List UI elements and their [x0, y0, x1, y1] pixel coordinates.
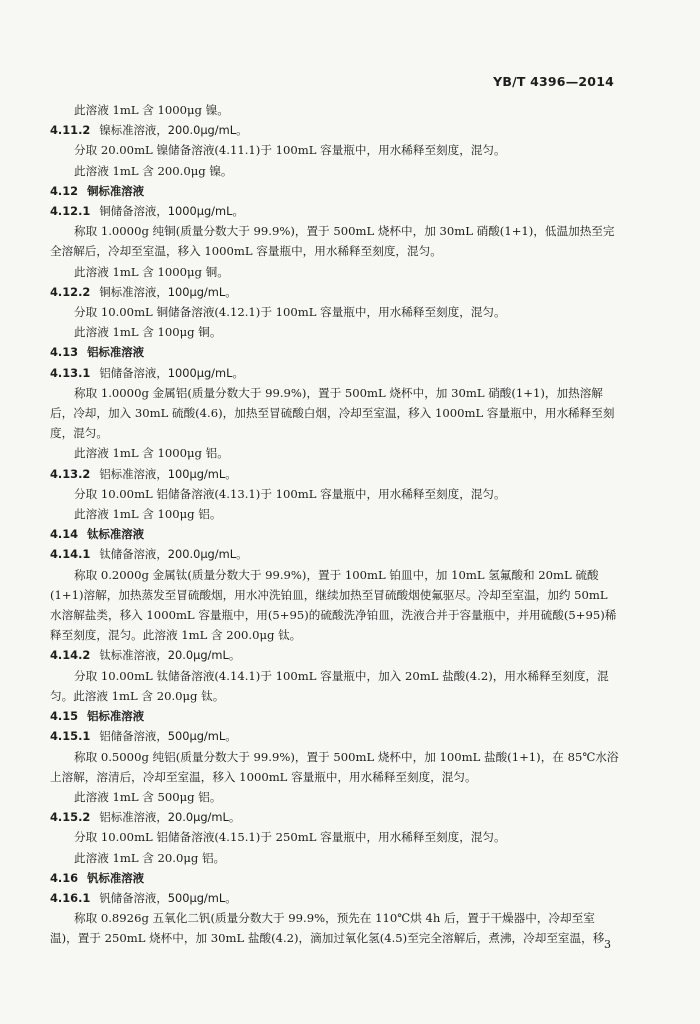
paragraph: 此溶液 1mL 含 100μg 铜。 [74, 325, 222, 340]
paragraph: 分取 10.00mL 铜储备溶液(4.12.1)于 100mL 容量瓶中，用水稀释至刻度，混匀。 [74, 305, 506, 320]
document-body [50, 100, 620, 949]
paragraph: 分取 10.00mL 钛储备溶液(4.14.1)于 100mL 容量瓶中，加入 20mL 盐酸(4.2)，用水稀释至刻度，混匀。此溶液 1mL 含 20.0μg 钛。 [50, 668, 609, 703]
clause-number: 4.13 [50, 345, 79, 360]
paragraph: 分取 20.00mL 镍储备溶液(4.11.1)于 100mL 容量瓶中，用水稀释至刻度，混匀。 [74, 143, 506, 158]
clause-title: 铝储备溶液，1000μg/mL。 [99, 365, 244, 380]
clause-number: 4.12.1 [50, 204, 91, 219]
page-number: 3 [604, 938, 611, 951]
clause-number: 4.15.1 [50, 729, 91, 744]
subsection-heading [50, 282, 620, 302]
clause-number: 4.15 [50, 709, 79, 724]
clause-number: 4.16.1 [50, 890, 91, 905]
clause-title: 钛标准溶液，20.0μg/mL。 [99, 648, 241, 663]
section-heading [50, 706, 620, 726]
clause-number: 4.14.2 [50, 648, 91, 663]
paragraph: 此溶液 1mL 含 500μg 铝。 [74, 789, 222, 804]
clause-number: 4.14 [50, 527, 79, 542]
paragraph: 称取 1.0000g 金属铝(质量分数大于 99.9%)，置于 500mL 烧杯中，加 30mL 硝酸(1+1)，加热溶解后，冷却，加入 30mL 硫酸(4.6)，加热至冒硫酸白烟，冷却至室温，移入 1000mL 容量瓶中，用水稀释至刻度，混匀。 [50, 385, 615, 441]
clause-title: 钒标准溶液 [87, 870, 145, 885]
clause-title: 铝标准溶液，100μg/mL。 [99, 466, 237, 481]
paragraph: 此溶液 1mL 含 100μg 铝。 [74, 507, 222, 522]
clause-number: 4.12 [50, 183, 79, 198]
paragraph: 此溶液 1mL 含 1000μg 铜。 [74, 264, 229, 279]
clause-number: 4.13.1 [50, 365, 91, 380]
standard-code: YB/T 4396—2014 [493, 74, 614, 89]
paragraph: 此溶液 1mL 含 200.0μg 镍。 [74, 163, 233, 178]
subsection-heading [50, 363, 620, 383]
paragraph: 此溶液 1mL 含 1000μg 铝。 [74, 446, 229, 461]
clause-title: 铝储备溶液，500μg/mL。 [99, 729, 237, 744]
subsection-heading [50, 201, 620, 221]
subsection-heading [50, 888, 620, 908]
clause-number: 4.15.2 [50, 810, 91, 825]
clause-number: 4.11.2 [50, 123, 91, 138]
clause-title: 镍标准溶液，200.0μg/mL。 [99, 123, 248, 138]
clause-title: 钒储备溶液，500μg/mL。 [99, 890, 237, 905]
paragraph: 此溶液 1mL 含 20.0μg 铝。 [74, 850, 226, 865]
paragraph: 分取 10.00mL 铝储备溶液(4.13.1)于 100mL 容量瓶中，用水稀释至刻度，混匀。 [74, 486, 506, 501]
paragraph: 称取 0.8926g 五氧化二钒(质量分数大于 99.9%，预先在 110℃烘 4h 后，置于干燥器中，冷却至室温)，置于 250mL 烧杯中，加 30mL 盐酸(4.2)，滴加过氧化氢(4.5)至完全溶解后，煮沸，冷却至室温，移 [50, 911, 605, 946]
section-heading [50, 342, 620, 362]
section-heading [50, 181, 620, 201]
paragraph: 称取 0.2000g 金属钛(质量分数大于 99.9%)，置于 100mL 铂皿中，加 10mL 氢氟酸和 20mL 硫酸(1+1)溶解，加热蒸发至冒硫酸烟，用水冲洗铂皿，继续加热至冒硫酸烟使氟驱尽。冷却至室温，加约 50mL 水溶解盐类，移入 1000mL 容量瓶中，用(5+95)的硫酸洗净铂皿，洗液合并于容量瓶中，并用硫酸(5+95)稀释至刻度，混匀。此溶液 1mL 含 200.0μg 钛。 [50, 567, 617, 643]
subsection-heading [50, 544, 620, 564]
clause-title: 铜标准溶液 [87, 183, 145, 198]
paragraph: 此溶液 1mL 含 1000μg 镍。 [74, 103, 229, 117]
clause-title: 钛标准溶液 [87, 527, 145, 542]
clause-title: 铝标准溶液 [87, 345, 145, 360]
subsection-heading [50, 807, 620, 827]
subsection-heading [50, 120, 620, 140]
section-heading [50, 868, 620, 888]
paragraph: 称取 1.0000g 纯铜(质量分数大于 99.9%)，置于 500mL 烧杯中，加 30mL 硝酸(1+1)，低温加热至完全溶解后，冷却至室温，移入 1000mL 容量瓶中，用水稀释至刻度，混匀。 [50, 224, 615, 259]
clause-title: 铝标准溶液 [87, 709, 145, 724]
clause-title: 铜储备溶液，1000μg/mL。 [99, 204, 244, 219]
clause-title: 钛储备溶液，200.0μg/mL。 [99, 547, 248, 562]
clause-number: 4.13.2 [50, 466, 91, 481]
paragraph: 分取 10.00mL 铝储备溶液(4.15.1)于 250mL 容量瓶中，用水稀释至刻度，混匀。 [74, 830, 506, 845]
clause-number: 4.14.1 [50, 547, 91, 562]
paragraph: 称取 0.5000g 纯铝(质量分数大于 99.9%)，置于 500mL 烧杯中，加 100mL 盐酸(1+1)，在 85℃水浴上溶解，溶清后，冷却至室温，移入 1000mL 容量瓶中，用水稀释至刻度，混匀。 [50, 749, 619, 784]
clause-number: 4.16 [50, 870, 79, 885]
subsection-heading [50, 726, 620, 746]
clause-title: 铜标准溶液，100μg/mL。 [99, 284, 237, 299]
subsection-heading [50, 464, 620, 484]
subsection-heading [50, 645, 620, 665]
clause-title: 铝标准溶液，20.0μg/mL。 [99, 810, 241, 825]
clause-number: 4.12.2 [50, 284, 91, 299]
section-heading [50, 524, 620, 544]
